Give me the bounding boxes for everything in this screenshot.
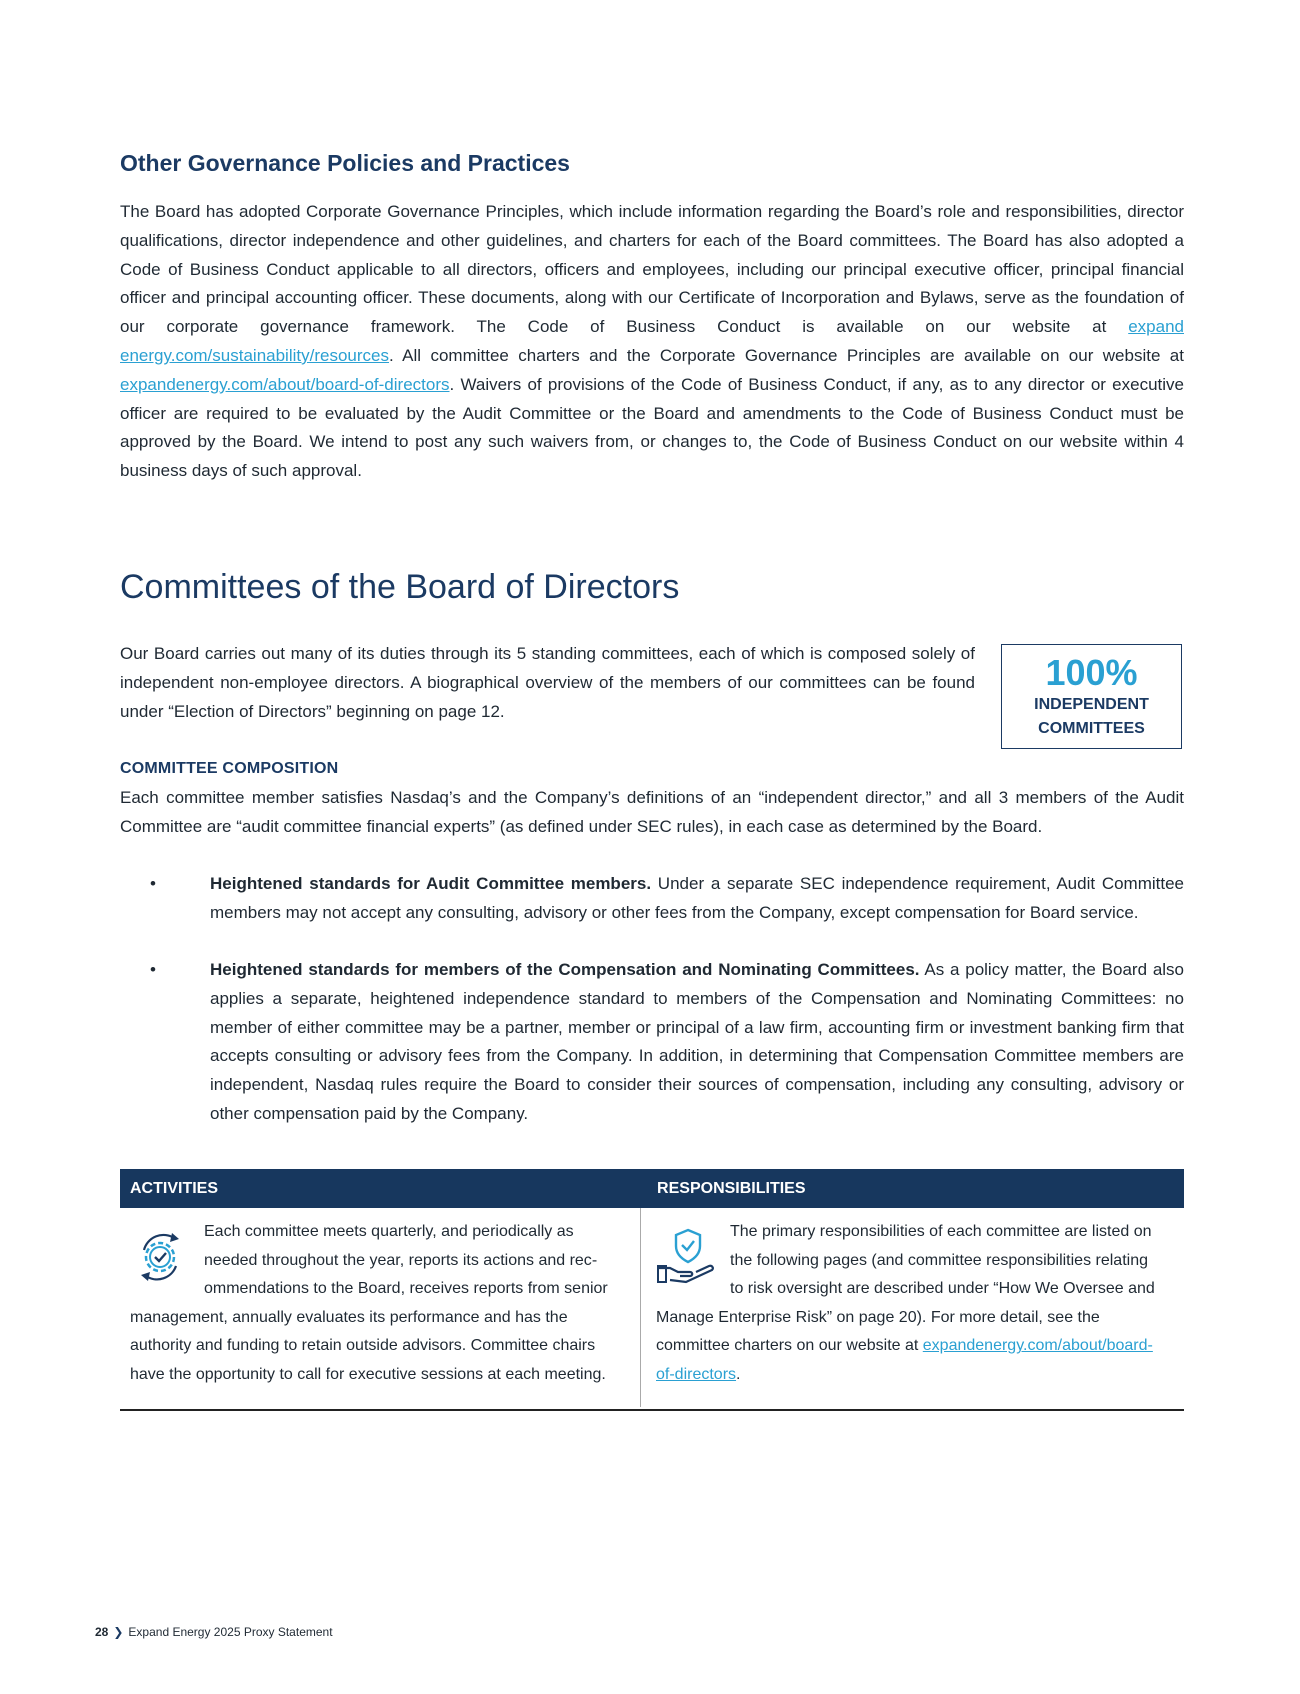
responsibilities-cell bbox=[640, 1208, 1172, 1407]
bullet-bold-lead: Heightened standards for members of the Compensation and Nominating Committees. bbox=[210, 960, 920, 979]
shield-hand-icon bbox=[656, 1224, 716, 1299]
responsibilities-end: . bbox=[736, 1365, 741, 1383]
responsibilities-text: The primary responsibilities of each committee are listed on the following pages (and committee responsibilities relating to risk oversight are described under “How We Oversee and Manage Enterprise Risk” on page 20). For more detail, see the committee charters on our website at bbox=[656, 1223, 1155, 1355]
sustainability-resources-link[interactable]: expand energy.com/sustainability/resources bbox=[120, 317, 1184, 365]
governance-text-2: . All committee charters and the Corporate Governance Principles are available on our website at bbox=[388, 345, 1184, 365]
column-header-responsibilities: RESPONSIBILITIES bbox=[657, 1180, 806, 1197]
independent-committees-callout bbox=[1001, 644, 1182, 749]
activities-cell bbox=[120, 1208, 640, 1407]
callout-label-2: COMMITTEES bbox=[1038, 720, 1145, 737]
list-item bbox=[150, 956, 1184, 1129]
bullet-glyph: • bbox=[150, 874, 156, 893]
bullet-text bbox=[210, 870, 1184, 928]
committee-composition-heading: COMMITTEE COMPOSITION bbox=[120, 760, 339, 777]
table-header bbox=[120, 1169, 1184, 1208]
chevron-right-icon: ❯ bbox=[113, 1625, 124, 1639]
committee-composition-text: Each committee member satisfies Nasdaq’s and the Company’s definitions of an “independent director,” and all 3 members of the Audit Committee are “audit committee financial experts” (as defined under SEC rules), in each case as determined by the Board. bbox=[120, 788, 1184, 836]
bullet-text bbox=[210, 956, 1184, 1129]
activities-responsibilities-table bbox=[120, 1169, 1184, 1411]
section-heading-governance: Other Governance Policies and Practices bbox=[120, 150, 570, 176]
callout-label-1: INDEPENDENT bbox=[1034, 696, 1149, 713]
bullet-body: As a policy matter, the Board also applies a separate, heightened independence standard to members of the Compensation and Nominating Committees: no member of either committee may be a partner, member or principal of a law firm, accounting firm or investment banking firm that accepts consulting or advisory fees from the Company. In addition, in determining that Compensation Committee members are independent, Nasdaq rules require the Board to consider their sources of compensation, including any consulting, advisory or other compensation paid by the Company. bbox=[210, 960, 1184, 1123]
table-row bbox=[120, 1208, 1184, 1407]
page-footer bbox=[95, 1625, 333, 1639]
governance-text-3: . Waivers of provisions of the Code of Business Conduct, if any, as to any director or executive officer are required to be evaluated by the Audit Committee or the Board and amendments to the Code of Business Conduct must be approved by the Board. We intend to post any such waivers from, or changes to, the Code of Business Conduct on our website within 4 business days of such approval. bbox=[120, 374, 1184, 481]
governance-text-1: The Board has adopted Corporate Governance Principles, which include information regarding the Board’s role and responsibilities, director qualifications, director independence and other guidelines, and charters for each of the Board committees. The Board has also adopted a Code of Business Conduct applicable to all directors, officers and employees, including our principal executive officer, principal financial officer and principal accounting officer. These documents, along with our Certificate of Incorporation and Bylaws, serve as the foundation of our corporate governance framework. The Code of Business Conduct is available on our website at bbox=[120, 202, 1184, 337]
board-of-directors-link[interactable]: expandenergy.com/about/board-of-directors bbox=[656, 1337, 1153, 1383]
bullet-body: Under a separate SEC independence requirement, Audit Committee members may not accept any consulting, advisory or other fees from the Company, except compensation for Board service. bbox=[210, 874, 1185, 922]
callout-value: 100% bbox=[1045, 652, 1138, 693]
list-item bbox=[150, 870, 1184, 928]
board-of-directors-link[interactable]: expandenergy.com/about/board-of-directors bbox=[120, 374, 450, 394]
document-title: Expand Energy 2025 Proxy Statement bbox=[128, 1625, 333, 1639]
column-header-activities: ACTIVITIES bbox=[130, 1180, 219, 1197]
bullet-glyph: • bbox=[150, 960, 156, 979]
committees-intro: Our Board carries out many of its duties through its 5 standing committees, each of which is composed solely of independent non-employee directors. A biographical overview of the members of our committees can be found under “Election of Directors” beginning on page 12. bbox=[120, 644, 975, 721]
page-number: 28 bbox=[95, 1625, 109, 1639]
gear-cycle-icon bbox=[130, 1224, 190, 1299]
governance-paragraph bbox=[120, 198, 1184, 486]
activities-text: Each committee meets quarterly, and periodically as needed throughout the year, reports its actions and recommendations to the Board, receives reports from senior management, annually evaluates its performance and has the authority and funding to retain outside advisors. Committee chairs have the opportunity to call for executive sessions at each meeting. bbox=[130, 1223, 608, 1383]
page-title: Committees of the Board of Directors bbox=[120, 568, 680, 606]
bullet-bold-lead: Heightened standards for Audit Committee members. bbox=[210, 874, 652, 893]
